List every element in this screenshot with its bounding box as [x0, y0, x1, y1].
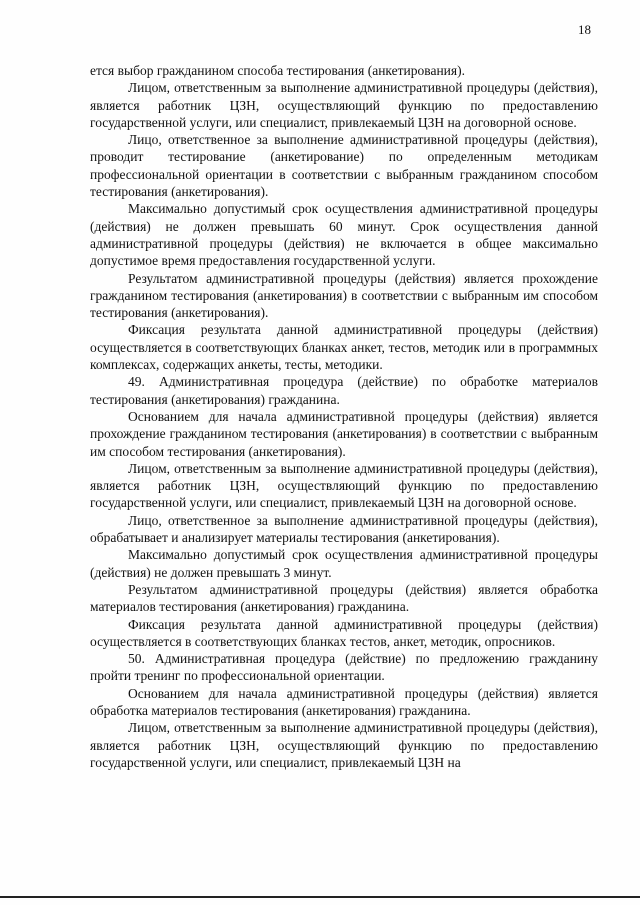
section-heading-50: 50. Административная процедура (действие) по предложению гражданину пройти тренинг по профессиональной ориентации.: [90, 651, 598, 684]
page-number: 18: [578, 22, 591, 37]
paragraph: Основанием для начала административной процедуры (действия) является прохождение гражданином тестирования (анкетирования) в соответствии с выбранным им способом тестирования (анкетирования).: [90, 408, 598, 459]
paragraph: Результатом административной процедуры (действия) является обработка материалов тестирования (анкетирования) гражданина.: [90, 581, 598, 615]
paragraph: Лицом, ответственным за выполнение административной процедуры (действия), является работник ЦЗН, осуществляющий функцию по предоставлению государственной услуги, или специалист, привлекаемый ЦЗН на договорной основе.: [90, 460, 598, 511]
paragraph: Лицом, ответственным за выполнение административной процедуры (действия), является работник ЦЗН, осуществляющий функцию по предоставлению государственной услуги, или специалист, привлекаемый ЦЗН на: [90, 720, 598, 770]
paragraph: Лицо, ответственное за выполнение административной процедуры (действия), обрабатывает и анализирует материалы тестирования (анкетирования).: [90, 512, 598, 546]
paragraph: Фиксация результата данной административной процедуры (действия) осуществляется в соответствующих бланках тестов, анкет, методик, опросников.: [90, 616, 598, 649]
paragraph: Фиксация результата данной административной процедуры (действия) осуществляется в соответствующих бланках анкет, тестов, методик или в программных комплексах, содержащих анкеты, тесты, методики.: [90, 322, 598, 373]
paragraph: Лицо, ответственное за выполнение административной процедуры (действия), проводит тестирование (анкетирование) по определенным методикам профессиональной ориентации в соответствии с выбранным гражданином способом тестирования (анкетирования).: [90, 132, 598, 200]
section-heading-49: 49. Административная процедура (действие) по обработке материалов тестирования (анкетирования) гражданина.: [90, 374, 598, 407]
paragraph: Максимально допустимый срок осуществления административной процедуры (действия) не должен превышать 60 минут. Срок осуществления данной административной процедуры (действия) не включается в общее максимально допустимое время предоставления государственной услуги.: [90, 201, 598, 269]
body-text: [90, 62, 598, 771]
paragraph: Максимально допустимый срок осуществления административной процедуры (действия) не должен превышать 3 минут.: [90, 547, 598, 580]
paragraph: Результатом административной процедуры (действия) является прохождение гражданином тестирования (анкетирования) в соответствии с выбранным им способом тестирования (анкетирования).: [90, 270, 598, 321]
paragraph-continuation: ется выбор гражданином способа тестирования (анкетирования).: [90, 63, 465, 78]
bottom-scan-edge: [0, 896, 640, 898]
paragraph: Лицом, ответственным за выполнение административной процедуры (действия), является работник ЦЗН, осуществляющий функцию по предоставлению государственной услуги, или специалист, привлекаемый ЦЗН на договорной основе.: [90, 80, 598, 130]
paragraph: Основанием для начала административной процедуры (действия) является обработка материалов тестирования (анкетирования) гражданина.: [90, 685, 598, 718]
